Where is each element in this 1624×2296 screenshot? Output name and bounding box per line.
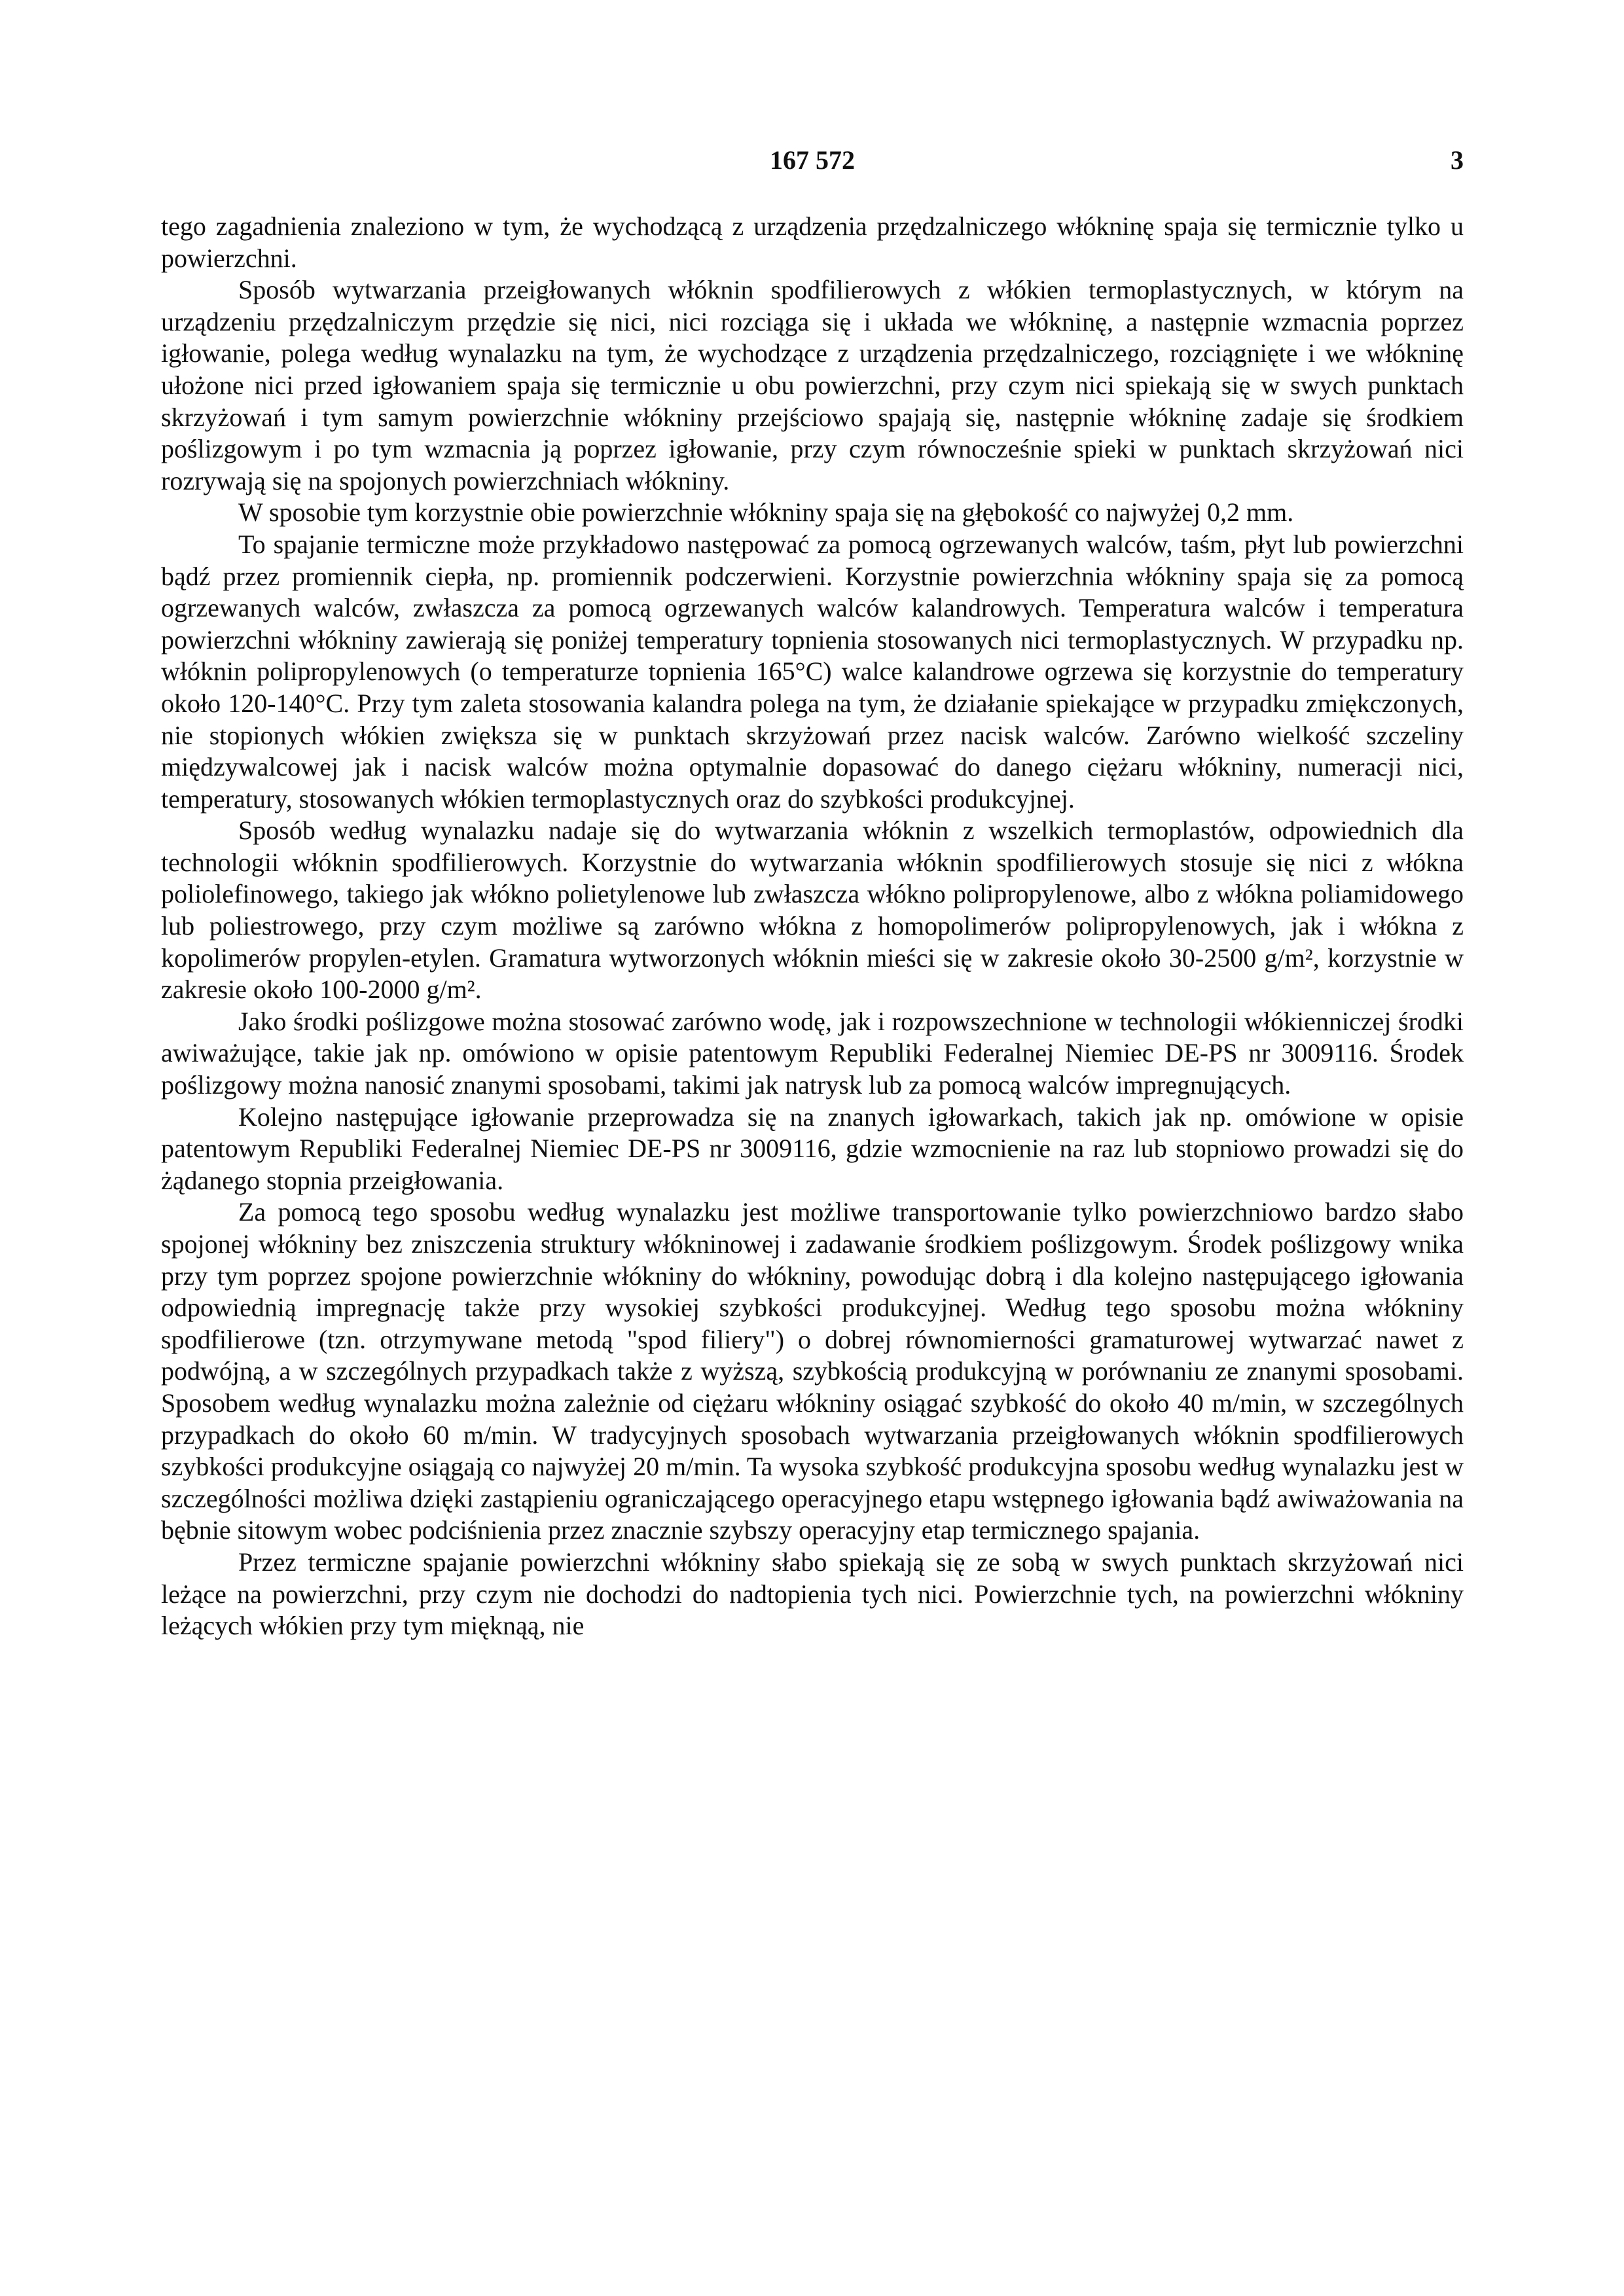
paragraph-7: Kolejno następujące igłowanie przeprowadza się na znanych igłowarkach, takich jak np. omówione w opisie patentowym Republiki Federalnej Niemiec DE-PS nr 3009116, gdzie wzmocnienie na raz lub stopniowo prowadzi się do żądanego stopnia przeigłowania. (161, 1102, 1464, 1195)
patent-number: 167 572 (770, 145, 855, 175)
paragraph-8: Za pomocą tego sposobu według wynalazku jest możliwe transportowanie tylko powierzchniowo bardzo słabo spojonej włókniny bez zniszczenia struktury włókninowej i zadawanie środkiem poślizgowym. Środek poślizgowy wnika przy tym poprzez spojone powierzchnie włókniny do włókniny, powodując dobrą i dla kolejno następującego igłowania odpowiednią impregnację także przy wysokiej szybkości produkcyjnej. Według tego sposobu można włókniny spodfilierowe (tzn. otrzymywane metodą "spod filiery") o dobrej równomierności gramaturowej wytwarzać nawet z podwójną, a w szczególnych przypadkach także z wyższą, szybkością produkcyjną w porównaniu ze znanymi sposobami. Sposobem według wynalazku można zależnie od ciężaru włókniny osiągać szybkość do około 40 m/min, w szczególnych przypadkach do około 60 m/min. W tradycyjnych sposobach wytwarzania przeigłowanych włóknin spodfilierowych szybkości produkcyjne osiągają co najwyżej 20 m/min. Ta wysoka szybkość produkcyjna sposobu według wynalazku jest w szczególności możliwa dzięki zastąpieniu ograniczającego operacyjnego etapu wstępnego igłowania bądź awiważowania na bębnie sitowym wobec podciśnienia przez znacznie szybszy operacyjny etap termicznego spajania. (161, 1197, 1464, 1545)
paragraph-4: To spajanie termiczne może przykładowo następować za pomocą ogrzewanych walców, taśm, płyt lub powierzchni bądź przez promiennik ciepła, np. promiennik podczerwieni. Korzystnie powierzchnia włókniny spaja się za pomocą ogrzewanych walców, zwłaszcza za pomocą ogrzewanych walców kalandrowych. Temperatura walców i temperatura powierzchni włókniny zawierają się poniżej temperatury topnienia stosowanych nici termoplastycznych. W przypadku np. włóknin polipropylenowych (o temperaturze topnienia 165°C) walce kalandrowe ogrzewa się korzystnie do temperatury około 120-140°C. Przy tym zaleta stosowania kalandra polega na tym, że działanie spiekające w przypadku zmiękczonych, nie stopionych włókien zwiększa się w punktach skrzyżowań przez nacisk walców. Zarówno wielkość szczeliny międzywalcowej jak i nacisk walców można optymalnie dopasować do danego ciężaru włókniny, numeracji nici, temperatury, stosowanych włókien termoplastycznych oraz do szybkości produkcyjnej. (161, 529, 1464, 814)
document-page (161, 144, 1464, 1642)
page-header (161, 144, 1464, 177)
paragraph-5: Sposób według wynalazku nadaje się do wytwarzania włóknin z wszelkich termoplastów, odpowiednich dla technologii włóknin spodfilierowych. Korzystnie do wytwarzania włóknin spodfilierowych stosuje się nici z włókna poliolefinowego, takiego jak włókno polietylenowe lub zwłaszcza włókno polipropylenowe, albo z włókna poliamidowego lub poliestrowego, przy czym możliwe są zarówno włókna z homopolimerów polipropylenowych, jak i włókna z kopolimerów propylen-etylen. Gramatura wytworzonych włóknin mieści się w zakresie około 30-2500 g/m², korzystnie w zakresie około 100-2000 g/m². (161, 816, 1464, 1005)
paragraph-2: Sposób wytwarzania przeigłowanych włóknin spodfilierowych z włókien termoplastycznych, w którym na urządzeniu przędzalniczym przędzie się nici, nici rozciąga się i układa we włókninę, a następnie wzmacnia poprzez igłowanie, polega według wynalazku na tym, że wychodzące z urządzenia przędzalniczego, rozciągnięte i we włókninę ułożone nici przed igłowaniem spaja się termicznie u obu powierzchni, przy czym nici spiekają się w swych punktach skrzyżowań i tym samym powierzchnie włókniny przejściowo spajają się, następnie włókninę zadaje się środkiem poślizgowym i po tym wzmacnia ją poprzez igłowanie, przy czym równocześnie spieki w punktach skrzyżowań nici rozrywają się na spojonych powierzchniach włókniny. (161, 275, 1464, 495)
page-number: 3 (1451, 145, 1464, 175)
paragraph-6: Jako środki poślizgowe można stosować zarówno wodę, jak i rozpowszechnione w technologii włókienniczej środki awiważujące, takie jak np. omówiono w opisie patentowym Republiki Federalnej Niemiec DE-PS nr 3009116. Środek poślizgowy można nanosić znanymi sposobami, takimi jak natrysk lub za pomocą walców impregnujących. (161, 1006, 1464, 1100)
paragraph-3: W sposobie tym korzystnie obie powierzchnie włókniny spaja się na głębokość co najwyżej 0,2 mm. (238, 497, 1294, 528)
paragraph-9: Przez termiczne spajanie powierzchni włókniny słabo spiekają się ze sobą w swych punktach skrzyżowań nici leżące na powierzchni, przy czym nie dochodzi do nadtopienia tych nici. Powierzchnie tych, na powierzchni włókniny leżących włókien przy tym mięknąą, nie (161, 1547, 1464, 1641)
paragraph-1: tego zagadnienia znaleziono w tym, że wychodzącą z urządzenia przędzalniczego włókninę spaja się termicznie tylko u powierzchni. (161, 211, 1464, 273)
document-body (161, 211, 1464, 1642)
